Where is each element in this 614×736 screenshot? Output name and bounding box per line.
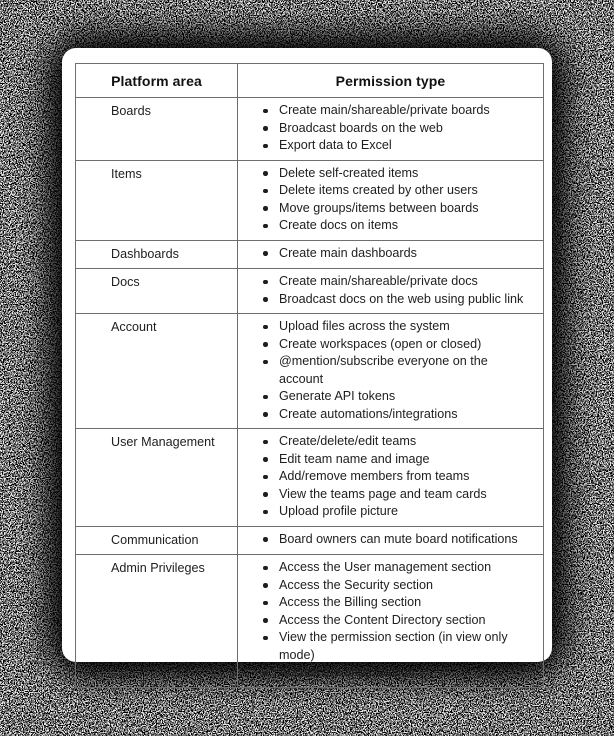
permission-item: @mention/subscribe everyone on the account <box>238 353 543 388</box>
platform-area-cell: Admin Privileges <box>76 555 238 688</box>
permission-item: Upload profile picture <box>238 503 543 521</box>
table-row <box>76 526 544 555</box>
table-row <box>76 314 544 429</box>
platform-area-cell: Docs <box>76 269 238 314</box>
column-header-platform-area: Platform area <box>76 64 238 98</box>
permission-item: Access the Billing section <box>238 594 543 612</box>
table-header <box>76 64 544 98</box>
permission-item: Create main dashboards <box>238 245 543 263</box>
platform-area-cell: Items <box>76 160 238 240</box>
permission-item: Access the User management section <box>238 559 543 577</box>
table-row <box>76 98 544 161</box>
permission-type-cell <box>238 526 544 555</box>
permission-type-cell <box>238 269 544 314</box>
permission-item: Delete items created by other users <box>238 182 543 200</box>
permission-item: View the permission section (in view only mode) <box>238 629 543 664</box>
permissions-table <box>75 63 544 688</box>
permission-list <box>238 433 543 521</box>
platform-area-cell: Dashboards <box>76 240 238 269</box>
permission-type-cell <box>238 160 544 240</box>
column-header-permission-type: Permission type <box>238 64 544 98</box>
permission-item: Delete self-created items <box>238 165 543 183</box>
platform-area-cell: Communication <box>76 526 238 555</box>
permission-item: Move groups/items between boards <box>238 200 543 218</box>
permission-list <box>238 245 543 263</box>
permission-list <box>238 531 543 549</box>
permission-type-cell <box>238 98 544 161</box>
permission-item: Create workspaces (open or closed) <box>238 336 543 354</box>
table-row <box>76 429 544 527</box>
permissions-card <box>62 48 552 679</box>
permission-item: Add/remove members from teams <box>238 468 543 486</box>
permission-list <box>238 318 543 423</box>
permission-item: Access the Security section <box>238 577 543 595</box>
permission-item: View the teams page and team cards <box>238 486 543 504</box>
permission-type-cell <box>238 429 544 527</box>
permission-item: Upload files across the system <box>238 318 543 336</box>
permission-item: Broadcast boards on the web <box>238 120 543 138</box>
permission-item: Access the Content Directory section <box>238 612 543 630</box>
permission-type-cell <box>238 555 544 688</box>
permission-list <box>238 559 543 682</box>
table-row <box>76 240 544 269</box>
platform-area-cell: Boards <box>76 98 238 161</box>
permission-type-cell <box>238 314 544 429</box>
table-row <box>76 160 544 240</box>
permission-item: Broadcast docs on the web using public link <box>238 291 543 309</box>
permission-list <box>238 273 543 308</box>
table-body <box>76 98 544 688</box>
permission-item: Board owners can mute board notifications <box>238 531 543 549</box>
header-row <box>76 64 544 98</box>
permission-item: Create main/shareable/private docs <box>238 273 543 291</box>
permission-item: Create/delete/edit teams <box>238 433 543 451</box>
permission-item: Generate API tokens <box>238 388 543 406</box>
permission-item: Create automations/integrations <box>238 406 543 424</box>
permission-item: Create main/shareable/private boards <box>238 102 543 120</box>
permission-list <box>238 102 543 155</box>
table-row <box>76 269 544 314</box>
permission-type-cell <box>238 240 544 269</box>
permission-list <box>238 165 543 235</box>
platform-area-cell: Account <box>76 314 238 429</box>
platform-area-cell: User Management <box>76 429 238 527</box>
permission-item: Access the apps section <box>238 664 543 682</box>
permission-item: Create docs on items <box>238 217 543 235</box>
permission-item: Export data to Excel <box>238 137 543 155</box>
permission-item: Edit team name and image <box>238 451 543 469</box>
table-row <box>76 555 544 688</box>
